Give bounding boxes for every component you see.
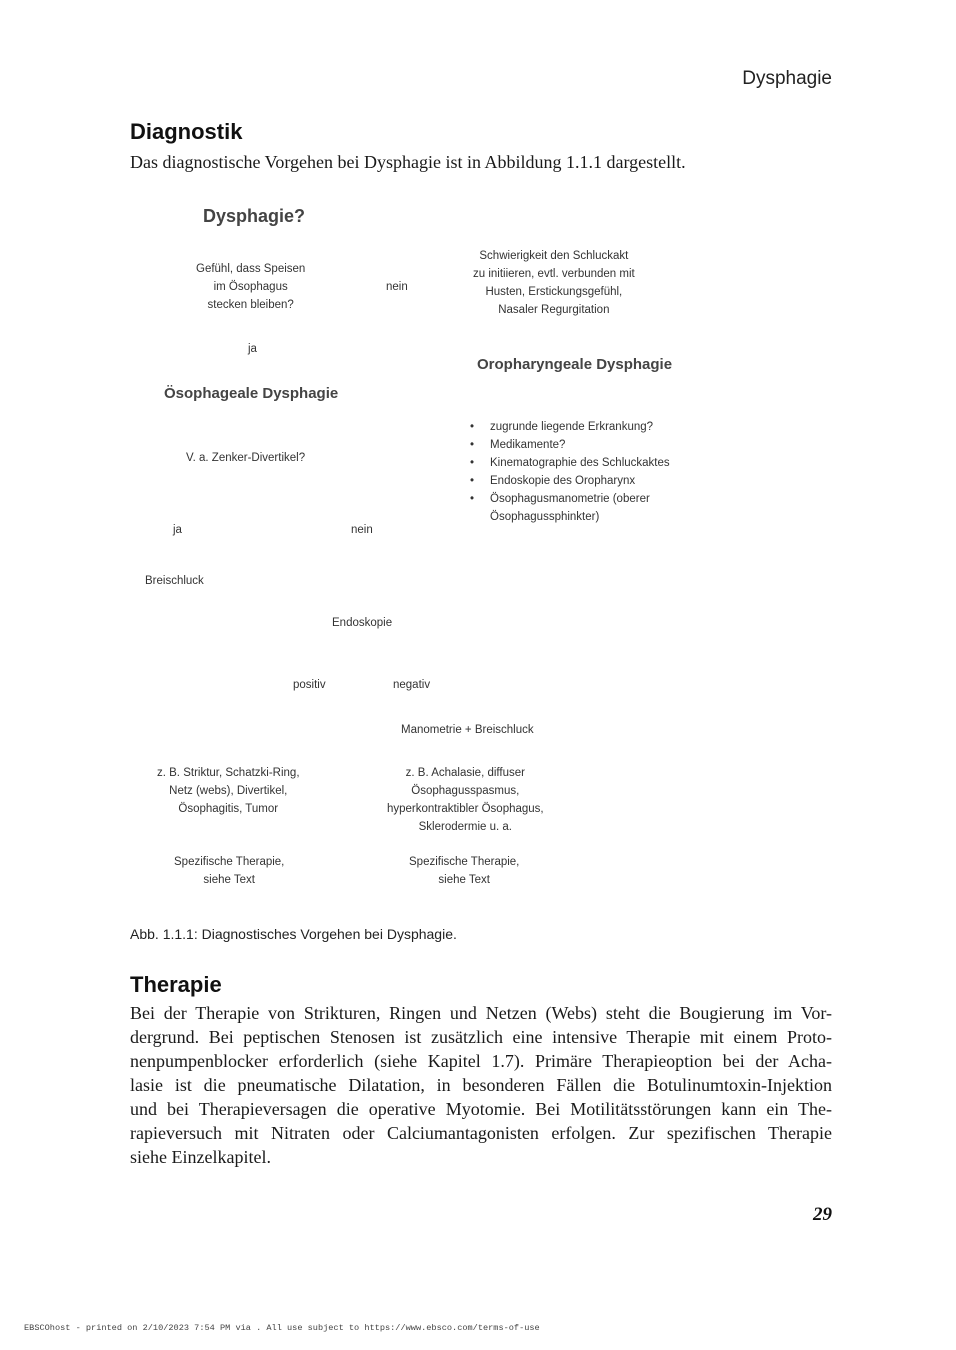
edge-label-nein: nein — [386, 281, 408, 293]
node-line: siehe Text — [438, 874, 490, 886]
node-breischluck: Breischluck — [145, 575, 204, 587]
node-zenker: V. a. Zenker-Divertikel? — [186, 452, 306, 464]
node-line: Husten, Erstickungsgefühl, — [485, 286, 623, 298]
paragraph-line: und bei Therapieversagen die operative Myotomie. Bei Motilitätsstörungen kann ein The- — [130, 1099, 832, 1119]
list-item: • Kinematographie des Schluckaktes — [470, 454, 680, 472]
edge-label-positiv: positiv — [293, 679, 326, 691]
node-schwierigkeit — [473, 247, 635, 319]
node-line: Ösophagusspasmus, — [411, 785, 520, 797]
node-line: Sklerodermie u. a. — [418, 821, 512, 833]
node-therapie-left — [174, 853, 284, 889]
node-line: z. B. Achalasie, diffuser — [405, 767, 525, 779]
section-heading-therapie: Therapie — [130, 972, 222, 997]
node-line: siehe Text — [203, 874, 255, 886]
page-number: 29 — [813, 1204, 832, 1225]
paragraph-line: lasie ist die pneumatische Dilatation, in besonderen Fällen die Botulinumtoxin-Injektion — [130, 1075, 832, 1095]
section-heading-diagnostik: Diagnostik — [130, 119, 243, 144]
print-footer: EBSCOhost - printed on 2/10/2023 7:54 PM via . All use subject to https://www.ebsco.com/terms-of-use — [24, 1323, 540, 1333]
edge-label-ja: ja — [173, 524, 182, 536]
edge-label-ja: ja — [248, 343, 257, 355]
running-head: Dysphagie — [742, 68, 832, 89]
paragraph-line: nenpumpenblocker erforderlich (siehe Kapitel 1.7). Primäre Therapieoption bei der Acha- — [130, 1051, 832, 1071]
list-item: • Ösophagusmanometrie (oberer Ösophagussphinkter) — [470, 490, 680, 526]
therapie-paragraph — [130, 1001, 832, 1169]
edge-label-nein: nein — [351, 524, 373, 536]
paragraph-line: dergrund. Bei peptischen Stenosen ist zusätzlich eine intensive Therapie mit einem Proto- — [130, 1027, 832, 1047]
paragraph-line: Bei der Therapie von Strikturen, Ringen und Netzen (Webs) steht die Bougierung im Vor- — [130, 1003, 832, 1023]
node-line: Spezifische Therapie, — [174, 856, 285, 868]
node-endoskopie: Endoskopie — [332, 617, 393, 629]
node-line: Ösophagitis, Tumor — [178, 803, 279, 815]
node-therapie-right — [409, 853, 519, 889]
list-item: • Medikamente? — [470, 436, 680, 454]
node-line: Netz (webs), Divertikel, — [169, 785, 288, 797]
list-item: • Endoskopie des Oropharynx — [470, 472, 680, 490]
node-striktur — [157, 764, 300, 818]
node-manometrie: Manometrie + Breischluck — [401, 724, 534, 736]
node-line: zu initiieren, evtl. verbunden mit — [473, 268, 635, 280]
node-line: im Ösophagus — [213, 281, 288, 293]
paragraph-line: rapieversuch mit Nitraten oder Calciumantagonisten erfolgen. Zur spezifischen Therapie — [130, 1123, 832, 1143]
node-achalasie — [387, 764, 544, 836]
edge-label-negativ: negativ — [393, 679, 431, 691]
node-line: hyperkontraktibler Ösophagus, — [387, 803, 544, 815]
node-dysphagie: Dysphagie? — [203, 206, 306, 226]
node-oesophageale-dysphagie: Ösophageale Dysphagie — [164, 385, 339, 402]
node-line: Spezifische Therapie, — [409, 856, 520, 868]
node-line: Schwierigkeit den Schluckakt — [479, 250, 629, 262]
node-line: z. B. Striktur, Schatzki-Ring, — [157, 767, 300, 779]
list-item: • zugrunde liegende Erkrankung? — [470, 418, 680, 436]
figure-caption: Abb. 1.1.1: Diagnostisches Vorgehen bei Dysphagie. — [130, 926, 457, 942]
oropharyngeal-workup-list — [470, 418, 680, 526]
node-line: Nasaler Regurgitation — [498, 304, 610, 316]
node-gefuehl — [196, 260, 305, 314]
diagnostik-intro: Das diagnostische Vorgehen bei Dysphagie ist in Abbildung 1.1.1 dargestellt. — [130, 152, 686, 172]
paragraph-line: siehe Einzelkapitel. — [130, 1147, 271, 1167]
node-line: stecken bleiben? — [207, 299, 294, 311]
node-line: Gefühl, dass Speisen — [196, 263, 306, 275]
node-oropharyngeale-dysphagie: Oropharyngeale Dysphagie — [477, 356, 673, 373]
